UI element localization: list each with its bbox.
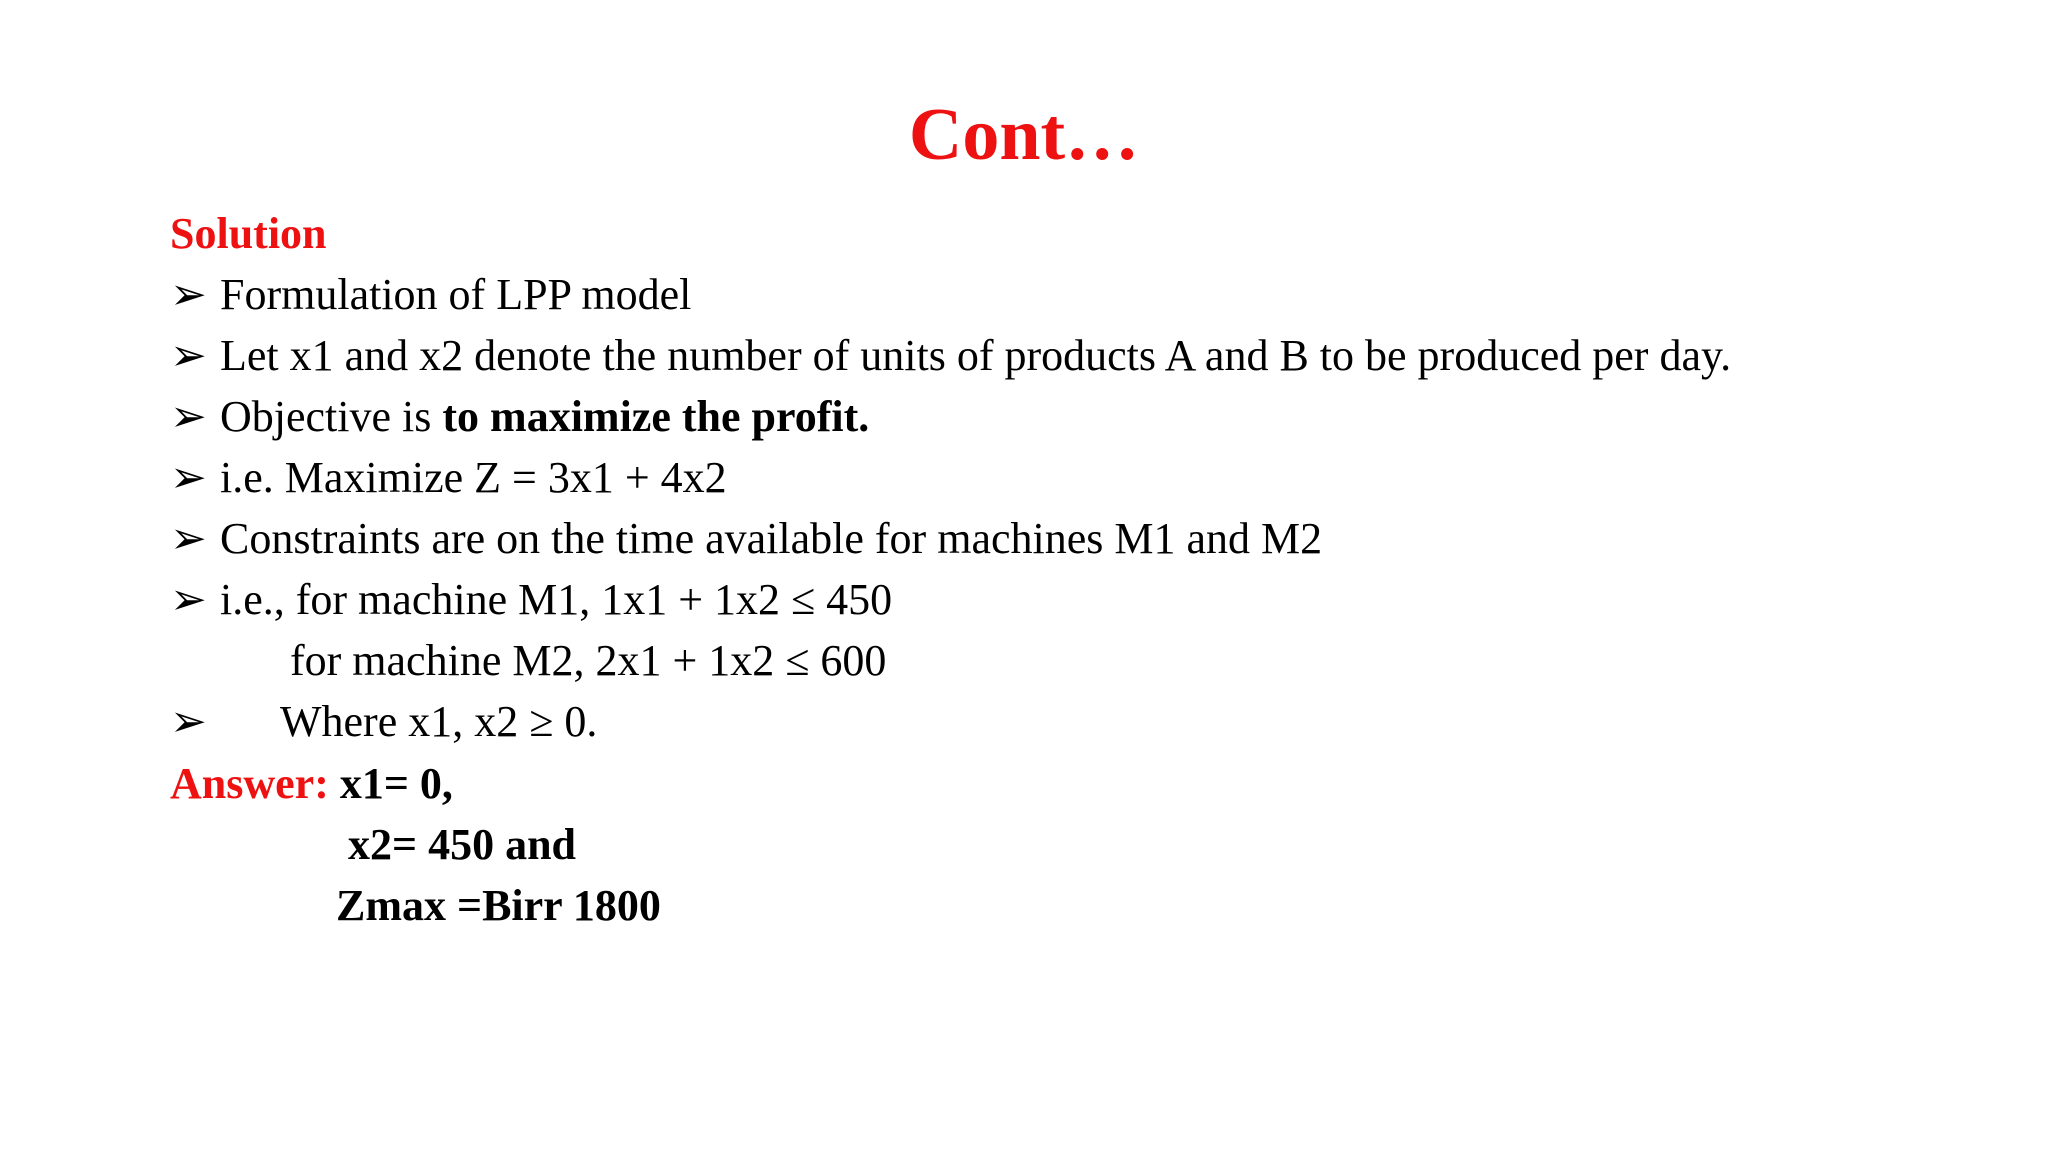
bullet-text: i.e., for machine M1, 1x1 + 1x2 ≤ 450	[220, 575, 893, 624]
bullet-text: Constraints are on the time available for machines M1 and M2	[220, 514, 1323, 563]
bullet-item-nonnegativity	[170, 697, 598, 746]
answer-x1: x1= 0,	[339, 759, 453, 808]
answer-zmax: Zmax =Birr 1800	[336, 881, 661, 930]
bullet-text: i.e. Maximize Z = 3x1 + 4x2	[220, 453, 727, 502]
answer-label: Answer:	[170, 759, 329, 808]
solution-heading: Solution	[170, 209, 327, 258]
bullet-item-machine-m1	[170, 575, 893, 624]
slide-title: Cont…	[908, 94, 1140, 176]
arrow-bullet-icon: ➢	[170, 392, 207, 441]
bullet-text-bold: to maximize the profit.	[442, 392, 870, 441]
arrow-bullet-icon: ➢	[170, 331, 207, 380]
bullet-text: Where x1, x2 ≥ 0.	[280, 697, 598, 746]
bullet-item-variables	[170, 331, 1732, 380]
constraint-machine-m2: for machine M2, 2x1 + 1x2 ≤ 600	[290, 636, 887, 685]
bullet-item-constraints	[170, 514, 1323, 563]
bullet-text: Formulation of LPP model	[220, 270, 692, 319]
arrow-bullet-icon: ➢	[170, 270, 207, 319]
bullet-item-formulation	[170, 270, 692, 319]
answer-line-1	[170, 759, 453, 808]
bullet-text: Objective is	[220, 392, 443, 441]
bullet-item-objective	[170, 392, 870, 441]
bullet-item-maximize	[170, 453, 727, 502]
bullet-text: Let x1 and x2 denote the number of units of products A and B to be produced per day.	[220, 331, 1732, 380]
answer-x2: x2= 450 and	[348, 820, 577, 869]
arrow-bullet-icon: ➢	[170, 453, 207, 502]
arrow-bullet-icon: ➢	[170, 697, 207, 746]
arrow-bullet-icon: ➢	[170, 514, 207, 563]
arrow-bullet-icon: ➢	[170, 575, 207, 624]
